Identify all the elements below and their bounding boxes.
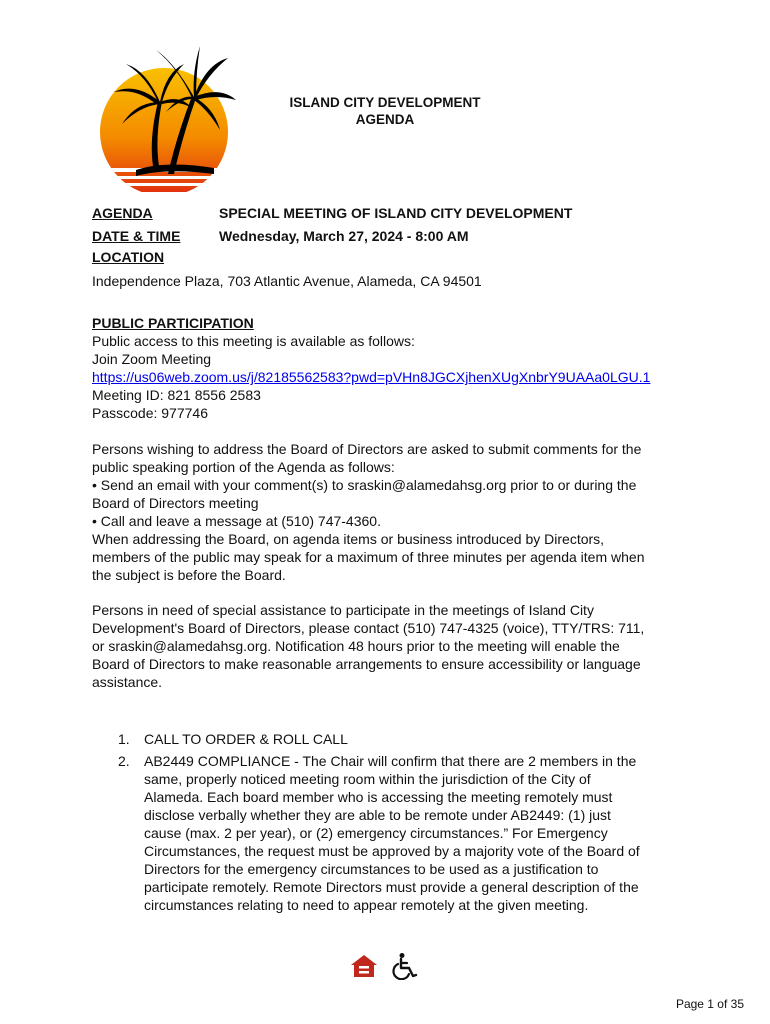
title-line-1: ISLAND CITY DEVELOPMENT (289, 95, 481, 110)
assistance-line: assistance. (92, 674, 163, 690)
assistance-paragraph (92, 601, 702, 691)
datetime-label: DATE & TIME (92, 228, 181, 244)
comments-line: Persons wishing to address the Board of Directors are asked to submit comments for the (92, 441, 642, 457)
comments-line: • Send an email with your comment(s) to sraskin@alamedahsg.org prior to or during the (92, 477, 637, 493)
accessibility-icon (392, 952, 420, 980)
agenda-item-text: Circumstances, the request must be approved by a majority vote of the Board of (144, 843, 640, 859)
comments-line: public speaking portion of the Agenda as follows: (92, 459, 395, 475)
passcode: Passcode: 977746 (92, 405, 208, 421)
agenda-item-text: AB2449 COMPLIANCE - The Chair will confirm that there are 2 members in the (144, 753, 637, 769)
agenda-items-list (92, 730, 692, 918)
zoom-link[interactable]: https://us06web.zoom.us/j/82185562583?pwd=pVHn8JGCXjhenXUgXnbrY9UAAa0LGU.1 (92, 369, 651, 385)
agenda-item-text: participate remotely. Remote Directors must provide a general description of the (144, 879, 639, 895)
comments-line: • Call and leave a message at (510) 747-4360. (92, 513, 381, 529)
agenda-item-text: Directors for the emergency circumstances to be used as a justification to (144, 861, 599, 877)
datetime-value: Wednesday, March 27, 2024 - 8:00 AM (219, 228, 469, 244)
assistance-line: or sraskin@alamedahsg.org. Notification 48 hours prior to the meeting will enable the (92, 638, 620, 654)
location-value: Independence Plaza, 703 Atlantic Avenue, Alameda, CA 94501 (92, 273, 482, 289)
agenda-label: AGENDA (92, 205, 153, 221)
agenda-item-text: same, properly noticed meeting room within the jurisdiction of the City of (144, 771, 591, 787)
title-line-2: AGENDA (355, 112, 415, 127)
zoom-label: Join Zoom Meeting (92, 351, 212, 367)
agenda-item (92, 730, 692, 748)
comments-line: members of the public may speak for a maximum of three minutes per agenda item when (92, 549, 645, 565)
location-label: LOCATION (92, 249, 165, 265)
document-title (240, 94, 530, 128)
comments-paragraph (92, 440, 702, 584)
page-number: Page 1 of 35 (675, 997, 744, 1011)
agenda-item-text: Alameda. Each board member who is accessing the meeting remotely must (144, 789, 613, 805)
public-participation-section (92, 314, 702, 422)
agenda-item-text: disclose verbally whether they are able to be remote under AB2449: (1) just (144, 807, 611, 823)
public-participation-heading: PUBLIC PARTICIPATION (92, 315, 254, 331)
assistance-line: Board of Directors to make reasonable arrangements to ensure accessibility or language (92, 656, 641, 672)
agenda-item-number: 1. (118, 731, 130, 747)
agenda-item-number: 2. (118, 753, 130, 769)
agenda-item-text: circumstances relating to need to appear remotely at the given meeting. (144, 897, 589, 913)
palm-tree-logo (96, 42, 236, 192)
comments-line: the subject is before the Board. (92, 567, 286, 583)
comments-line: When addressing the Board, on agenda items or business introduced by Directors, (92, 531, 605, 547)
agenda-item-text: CALL TO ORDER & ROLL CALL (144, 731, 348, 747)
agenda-value: SPECIAL MEETING OF ISLAND CITY DEVELOPMENT (219, 205, 573, 221)
agenda-item-text: cause (max. 2 per year), or (2) emergency circumstances.” For Emergency (144, 825, 608, 841)
agenda-item (92, 752, 692, 914)
assistance-line: Persons in need of special assistance to participate in the meetings of Island City (92, 602, 594, 618)
assistance-line: Development's Board of Directors, please contact (510) 747-4325 (voice), TTY/TRS: 711, (92, 620, 645, 636)
equal-housing-icon (350, 953, 378, 979)
meeting-id: Meeting ID: 821 8556 2583 (92, 387, 261, 403)
comments-line: Board of Directors meeting (92, 495, 259, 511)
public-access-intro: Public access to this meeting is available as follows: (92, 333, 415, 349)
footer-icons (350, 952, 420, 980)
